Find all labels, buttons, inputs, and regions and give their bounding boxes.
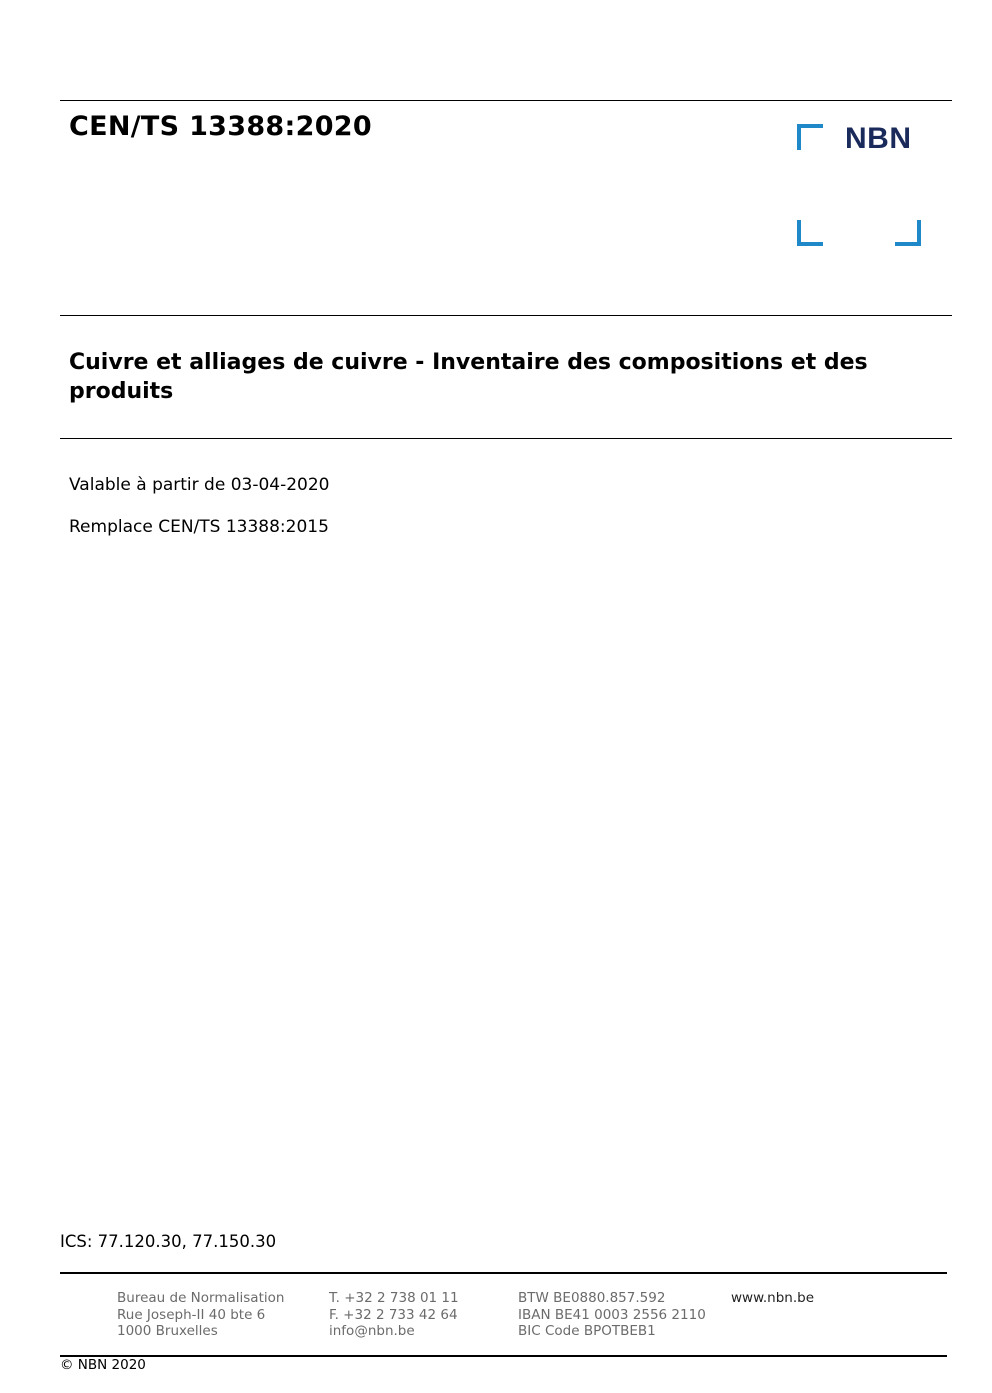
footer-address bbox=[117, 1290, 284, 1340]
footer-contact bbox=[329, 1290, 459, 1340]
phone-number: T. +32 2 738 01 11 bbox=[329, 1290, 459, 1306]
top-rule bbox=[60, 100, 952, 101]
logo-corner-top-left bbox=[797, 124, 823, 150]
iban: IBAN BE41 0003 2556 2110 bbox=[518, 1306, 706, 1323]
logo-wordmark: NBN bbox=[845, 122, 912, 155]
footer-website bbox=[731, 1290, 814, 1307]
replaces-note: Remplace CEN/TS 13388:2015 bbox=[69, 517, 329, 537]
vat-number: BTW BE0880.857.592 bbox=[518, 1290, 666, 1306]
fax-number: F. +32 2 733 42 64 bbox=[329, 1306, 458, 1323]
copyright: © NBN 2020 bbox=[60, 1357, 146, 1373]
ics-codes: ICS: 77.120.30, 77.150.30 bbox=[60, 1232, 277, 1251]
document-title: Cuivre et alliages de cuivre - Inventaire des compositions et des produits bbox=[69, 350, 868, 404]
address-line: Rue Joseph-II 40 bte 6 bbox=[117, 1306, 266, 1323]
address-line: 1000 Bruxelles bbox=[117, 1323, 218, 1339]
website-link[interactable]: www.nbn.be bbox=[731, 1290, 815, 1306]
title-top-rule bbox=[60, 315, 952, 316]
validity-date: Valable à partir de 03-04-2020 bbox=[69, 475, 330, 495]
logo-corner-bottom-right bbox=[895, 220, 921, 246]
footer-top-rule bbox=[60, 1272, 947, 1274]
footer-bank bbox=[518, 1290, 706, 1340]
footer-bottom-rule bbox=[60, 1355, 947, 1357]
logo-corner-bottom-left bbox=[797, 220, 823, 246]
bic-code: BIC Code BPOTBEB1 bbox=[518, 1323, 656, 1339]
nbn-logo bbox=[797, 124, 921, 246]
title-bottom-rule bbox=[60, 438, 952, 439]
email-link[interactable]: info@nbn.be bbox=[329, 1323, 415, 1339]
standard-id: CEN/TS 13388:2020 bbox=[69, 111, 372, 142]
address-line: Bureau de Normalisation bbox=[117, 1290, 285, 1306]
